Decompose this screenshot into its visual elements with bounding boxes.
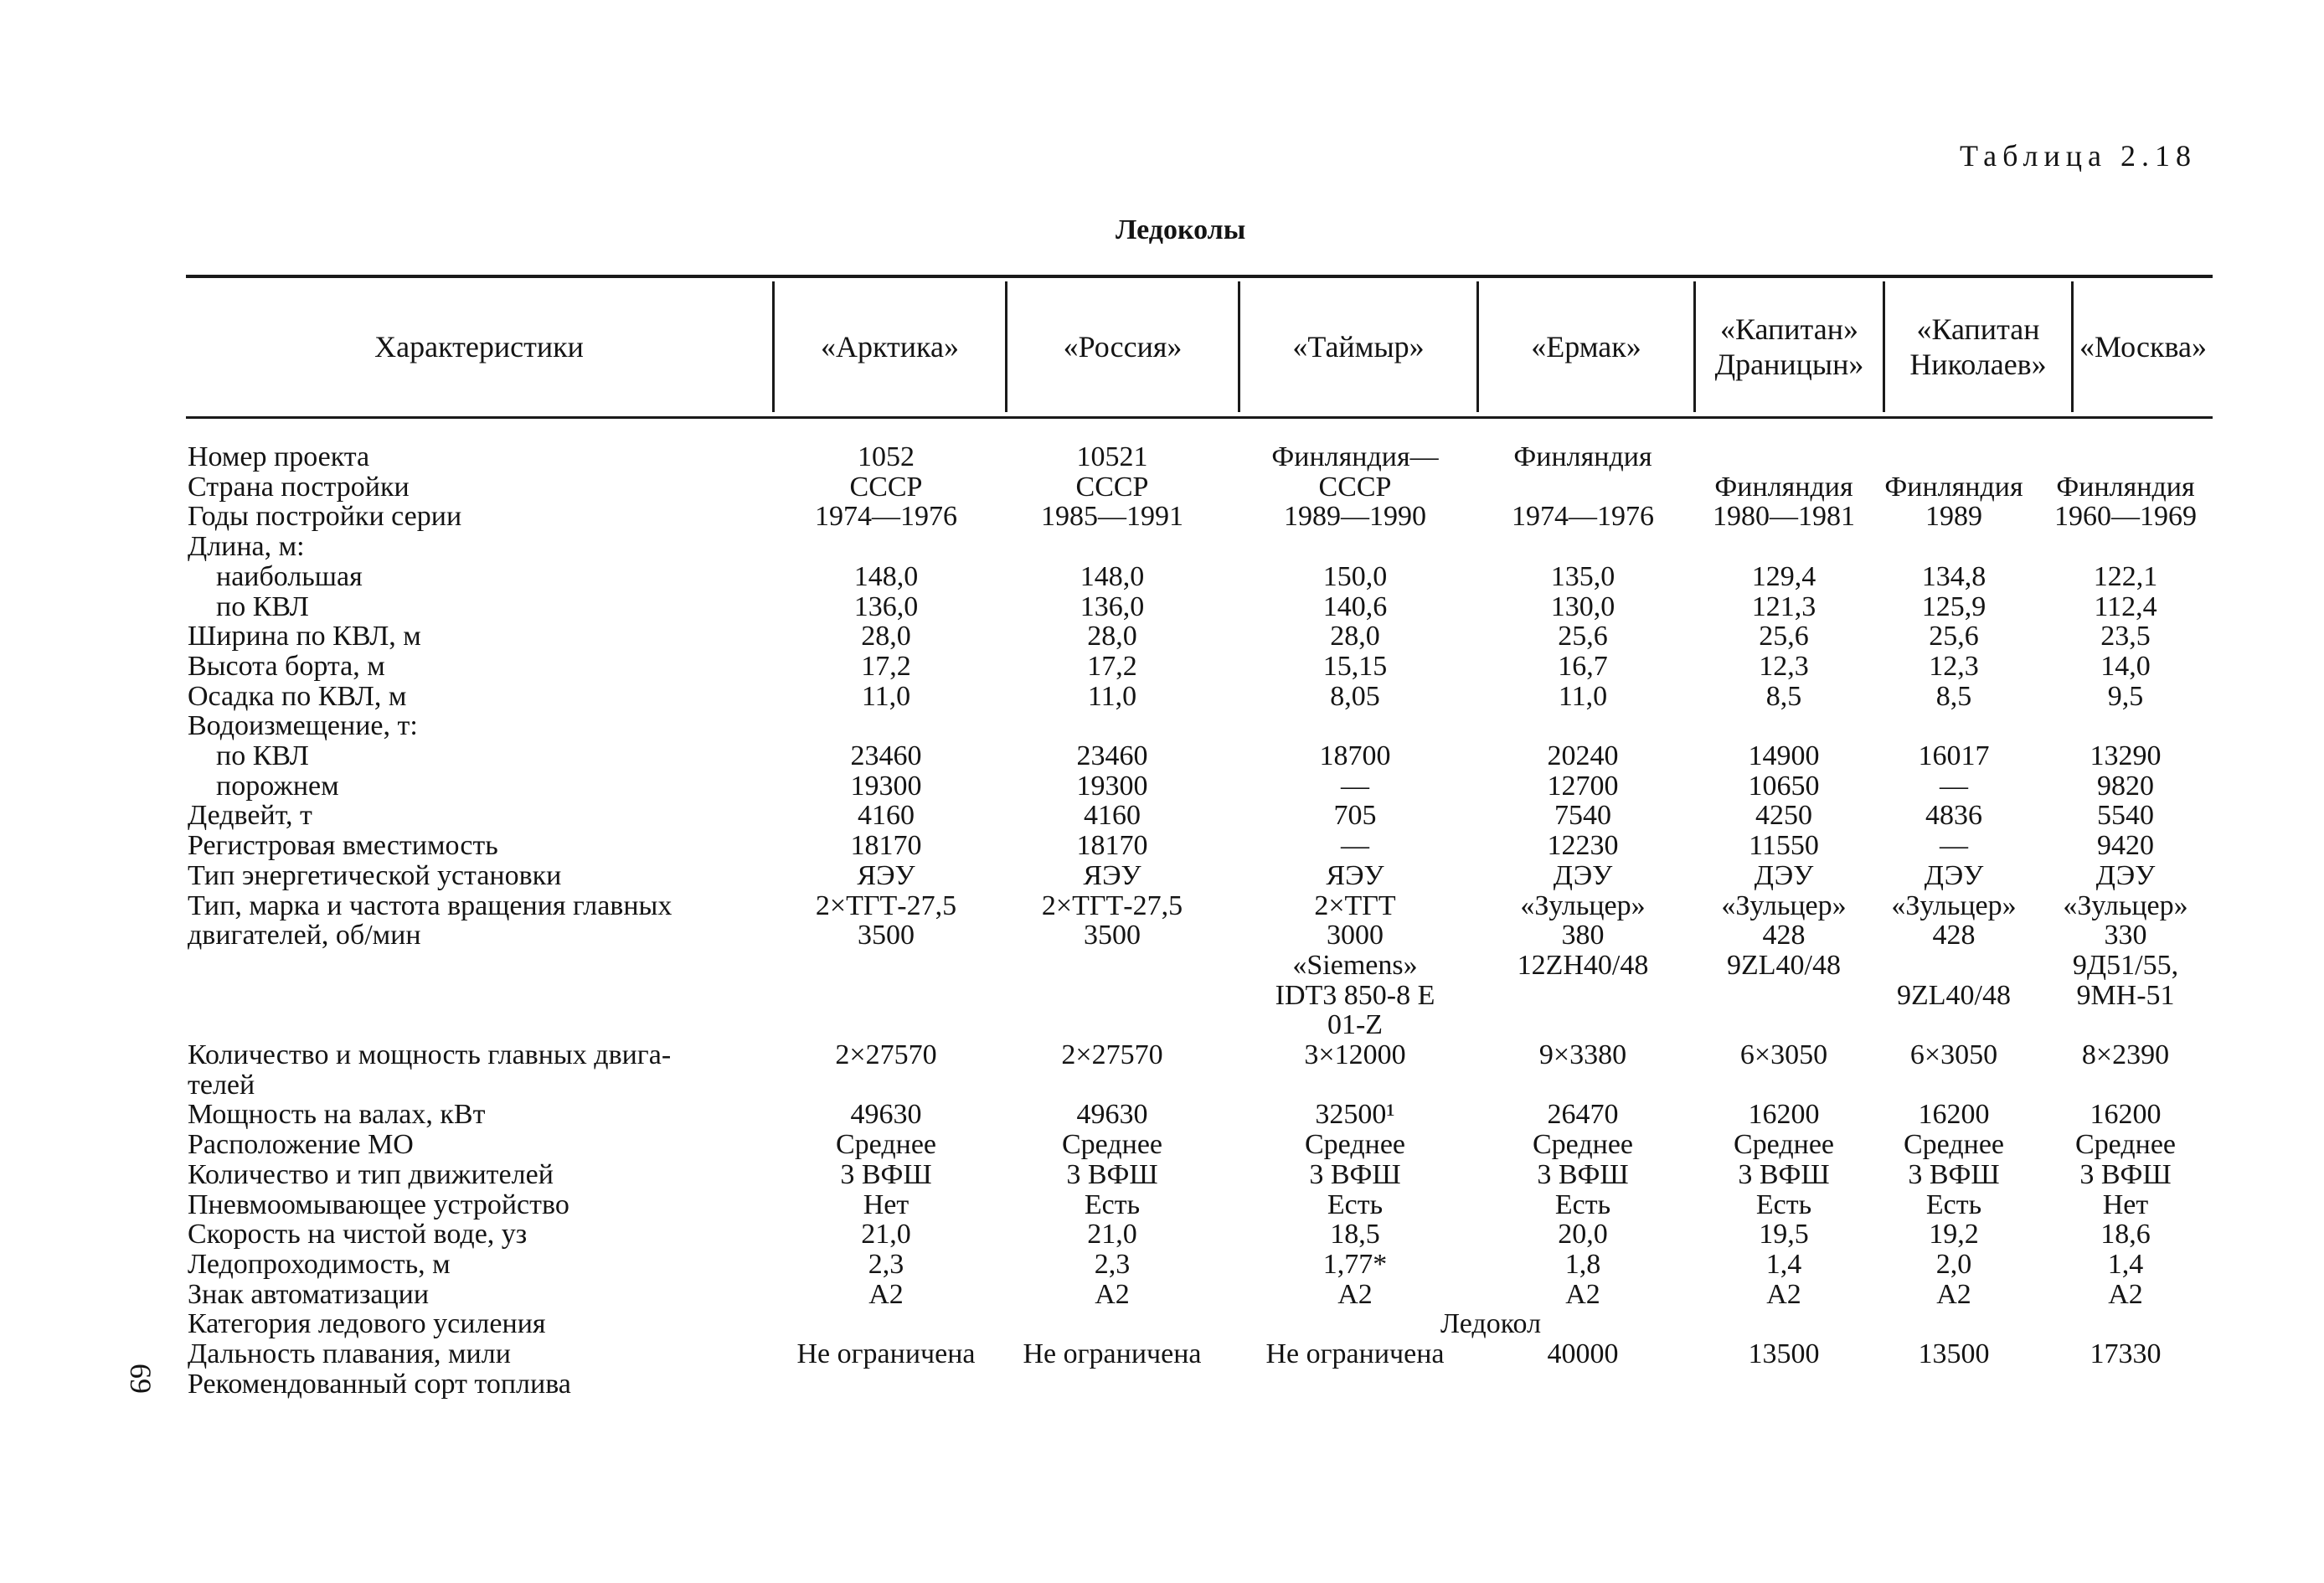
table-cell: 2×ТГТ-27,5 (1041, 889, 1183, 921)
table-cell: 16200 (2090, 1099, 2162, 1131)
row-label: Осадка по КВЛ, м (188, 680, 407, 712)
table-cell: ДЭУ (2095, 859, 2156, 891)
table-cell: 9ZL40/48 (1727, 949, 1841, 981)
row-label: Водоизмещение, т: (188, 710, 418, 742)
table-cell: 23460 (1076, 740, 1148, 771)
table-cell: 9Д51/55, (2072, 949, 2179, 981)
table-cell: Среднее (1734, 1129, 1834, 1161)
table-cell: 2×27570 (1061, 1039, 1163, 1070)
table-cell: 4250 (1755, 800, 1812, 832)
row-label: наибольшая (216, 560, 363, 592)
table-cell: А2 (1936, 1278, 1971, 1310)
row-label: Скорость на чистой воде, уз (188, 1219, 528, 1250)
table-cell: 20,0 (1558, 1219, 1608, 1250)
row-label: Количество и мощность главных двига- (188, 1039, 672, 1070)
table-cell: 10650 (1748, 770, 1820, 802)
table-row (0, 682, 2324, 712)
row-label: Дальность плавания, мили (188, 1338, 511, 1369)
table-cell: 8,5 (1935, 680, 1972, 712)
table-cell: А2 (1565, 1278, 1600, 1310)
table-cell: Среднее (836, 1129, 936, 1161)
column-header-ship-6: «Капитан Николаев» (1909, 312, 2047, 381)
table-cell: 14,0 (2100, 650, 2151, 682)
row-label: двигателей, об/мин (188, 920, 421, 951)
table-cell: Нет (2102, 1189, 2149, 1220)
table-row (0, 801, 2324, 831)
table-cell: 1960—1969 (2054, 501, 2197, 533)
table-cell: 21,0 (861, 1219, 911, 1250)
table-cell: 11550 (1749, 830, 1819, 862)
table-cell: 1,8 (1564, 1248, 1601, 1280)
table-cell: 11,0 (1558, 680, 1608, 712)
table-cell: Не ограничена (1023, 1338, 1202, 1369)
table-cell: 18170 (850, 830, 922, 862)
table-row (0, 1219, 2324, 1250)
table-cell: 20240 (1547, 740, 1619, 771)
table-cell: 140,6 (1322, 590, 1388, 622)
table-cell: 25,6 (1558, 621, 1608, 652)
table-cell: Есть (1084, 1189, 1141, 1220)
table-cell: Нет (863, 1189, 910, 1220)
table-cell: — (1341, 770, 1369, 802)
table-cell: Среднее (1904, 1129, 2004, 1161)
table-cell: 136,0 (1080, 590, 1145, 622)
table-cell: 2,3 (868, 1248, 904, 1280)
table-cell: 380 (1561, 920, 1605, 951)
table-cell: 3500 (858, 920, 915, 951)
table-cell: 2×ТГТ (1314, 889, 1396, 921)
table-row (0, 1010, 2324, 1040)
row-label: Ширина по КВЛ, м (188, 621, 421, 652)
table-cell: Есть (1327, 1189, 1384, 1220)
table-cell: Не ограничена (1265, 1338, 1445, 1369)
column-divider (2071, 281, 2074, 412)
table-cell: 3 ВФШ (840, 1158, 932, 1190)
table-cell: 16200 (1748, 1099, 1820, 1131)
table-title: Ледоколы (1116, 214, 1246, 245)
table-cell: 15,15 (1322, 650, 1388, 682)
column-divider (1693, 281, 1696, 412)
table-cell: 16017 (1918, 740, 1990, 771)
table-cell: 6×3050 (1739, 1039, 1828, 1070)
table-cell: 10521 (1076, 441, 1148, 472)
table-cell: — (1341, 830, 1369, 862)
table-row (0, 831, 2324, 861)
table-cell: 8,5 (1765, 680, 1802, 712)
table-cell: 13290 (2090, 740, 2162, 771)
table-cell: 25,6 (1929, 621, 1979, 652)
table-cell: 13500 (1748, 1338, 1820, 1369)
table-cell: 16200 (1918, 1099, 1990, 1131)
table-row (0, 771, 2324, 802)
table-row (0, 652, 2324, 682)
table-cell: 01-Z (1327, 1009, 1384, 1041)
table-row (0, 891, 2324, 921)
table-cell: 121,3 (1751, 590, 1816, 622)
table-cell: 2×27570 (835, 1039, 937, 1070)
column-divider (1238, 281, 1240, 412)
table-cell: 23460 (850, 740, 922, 771)
column-divider (1005, 281, 1007, 412)
table-cell: ДЭУ (1924, 859, 1984, 891)
table-cell: Финляндия— (1271, 441, 1439, 472)
table-cell: 18170 (1076, 830, 1148, 862)
table-cell: 9,5 (2107, 680, 2144, 712)
table-cell: 1980—1981 (1713, 501, 1855, 533)
table-cell: 130,0 (1550, 590, 1615, 622)
spanning-cell: Ледокол (1440, 1308, 1542, 1340)
table-row (0, 741, 2324, 771)
table-cell: 3 ВФШ (1738, 1158, 1830, 1190)
row-label: Длина, м: (188, 531, 305, 563)
table-cell: А2 (1095, 1278, 1130, 1310)
column-header-ship-4: «Ермак» (1531, 330, 1641, 364)
row-label: Номер проекта (188, 441, 370, 472)
table-cell: 49630 (850, 1099, 922, 1131)
table-row (0, 920, 2324, 951)
table-cell: 1985—1991 (1041, 501, 1183, 533)
table-cell: 17,2 (1087, 650, 1137, 682)
table-row (0, 1160, 2324, 1190)
table-cell: Не ограничена (796, 1338, 976, 1369)
table-cell: «Зульцер» (1891, 889, 2017, 921)
table-row (0, 1190, 2324, 1220)
table-cell: 5540 (2097, 800, 2154, 832)
table-cell: 3 ВФШ (1537, 1158, 1629, 1190)
table-cell: 134,8 (1921, 560, 1986, 592)
table-row (0, 1280, 2324, 1310)
table-cell: — (1940, 830, 1968, 862)
table-cell: 21,0 (1087, 1219, 1137, 1250)
table-row (0, 562, 2324, 592)
table-cell: 1,4 (1765, 1248, 1802, 1280)
table-cell: «Зульцер» (1520, 889, 1646, 921)
table-cell: ЯЭУ (857, 859, 915, 891)
table-row (0, 502, 2324, 532)
table-cell: 148,0 (1080, 560, 1145, 592)
table-cell: 129,4 (1751, 560, 1816, 592)
table-row (0, 532, 2324, 562)
table-cell: 14900 (1748, 740, 1820, 771)
table-cell: 8,05 (1330, 680, 1380, 712)
row-label: Страна постройки (188, 471, 410, 503)
table-cell: 12,3 (1929, 650, 1979, 682)
column-divider (1883, 281, 1885, 412)
table-cell: 428 (1762, 920, 1806, 951)
table-cell: 136,0 (853, 590, 919, 622)
table-cell: 32500¹ (1315, 1099, 1395, 1131)
table-cell: СССР (1318, 471, 1392, 503)
table-cell: «Зульцер» (1721, 889, 1847, 921)
page-number: 69 (124, 1364, 157, 1394)
table-cell: 9ZL40/48 (1897, 979, 2011, 1011)
table-cell: 3500 (1084, 920, 1141, 951)
table-cell: 28,0 (1087, 621, 1137, 652)
column-header-ship-2: «Россия» (1063, 330, 1183, 364)
row-label: Рекомендованный сорт топлива (188, 1368, 571, 1400)
table-cell: 19300 (1076, 770, 1148, 802)
table-cell: 122,1 (2093, 560, 2158, 592)
table-cell: 1989—1990 (1284, 501, 1426, 533)
table-row (0, 951, 2324, 981)
table-cell: 17,2 (861, 650, 911, 682)
table-cell: 8×2390 (2081, 1039, 2170, 1070)
row-label: порожнем (216, 770, 339, 802)
table-cell: 11,0 (1087, 680, 1137, 712)
table-top-rule (186, 275, 2213, 278)
table-row (0, 1309, 2324, 1339)
table-row (0, 1040, 2324, 1070)
column-divider (1476, 281, 1479, 412)
table-cell: 9MH-51 (2076, 979, 2175, 1011)
table-cell: Есть (1554, 1189, 1611, 1220)
table-cell: Финляндия (1884, 471, 2023, 503)
table-cell: 2×ТГТ-27,5 (815, 889, 957, 921)
table-cell: 1,4 (2107, 1248, 2144, 1280)
table-row (0, 472, 2324, 503)
table-row (0, 1130, 2324, 1160)
table-cell: 135,0 (1550, 560, 1615, 592)
row-label: Регистровая вместимость (188, 830, 498, 862)
table-cell: 1974—1976 (1512, 501, 1654, 533)
table-cell: 49630 (1076, 1099, 1148, 1131)
column-header-characteristics: Характеристики (374, 330, 584, 364)
column-divider (772, 281, 775, 412)
table-cell: 1974—1976 (815, 501, 957, 533)
table-cell: 9×3380 (1538, 1039, 1627, 1070)
row-label: Знак автоматизации (188, 1278, 430, 1310)
table-cell: Среднее (1533, 1129, 1633, 1161)
row-label: Дедвейт, т (188, 800, 312, 832)
table-cell: 12700 (1547, 770, 1619, 802)
table-row (0, 861, 2324, 891)
table-cell: 2,0 (1935, 1248, 1972, 1280)
row-label: Мощность на валах, кВт (188, 1099, 486, 1131)
table-cell: Есть (1925, 1189, 1982, 1220)
table-cell: 705 (1333, 800, 1377, 832)
table-row (0, 592, 2324, 622)
table-row (0, 621, 2324, 652)
table-cell: 13500 (1918, 1338, 1990, 1369)
table-cell: 3000 (1327, 920, 1384, 951)
column-header-ship-1: «Арктика» (821, 330, 959, 364)
table-cell: 17330 (2090, 1338, 2162, 1369)
table-cell: 3 ВФШ (1908, 1158, 2000, 1190)
row-label: Тип энергетической установки (188, 859, 562, 891)
table-cell: 28,0 (1330, 621, 1380, 652)
table-cell: А2 (1337, 1278, 1373, 1310)
table-cell: 26470 (1547, 1099, 1619, 1131)
table-cell: 12ZH40/48 (1517, 949, 1649, 981)
table-cell: 2,3 (1094, 1248, 1131, 1280)
table-cell: — (1940, 770, 1968, 802)
table-cell: Финляндия (1714, 471, 1853, 503)
table-cell: 4836 (1925, 800, 1982, 832)
table-cell: 19,2 (1929, 1219, 1979, 1250)
row-label: телей (188, 1069, 255, 1101)
table-cell: 1,77* (1322, 1248, 1388, 1280)
table-cell: ЯЭУ (1083, 859, 1141, 891)
table-cell: 19,5 (1759, 1219, 1809, 1250)
table-cell: 25,6 (1759, 621, 1809, 652)
table-cell: 428 (1932, 920, 1976, 951)
table-cell: 40000 (1547, 1338, 1619, 1369)
table-cell: 9420 (2097, 830, 2154, 862)
table-cell: 19300 (850, 770, 922, 802)
table-cell: 148,0 (853, 560, 919, 592)
table-cell: А2 (1766, 1278, 1801, 1310)
table-row (0, 1369, 2324, 1400)
table-cell: «Зульцер» (2063, 889, 2188, 921)
table-cell: ДЭУ (1754, 859, 1814, 891)
table-cell: 112,4 (2094, 590, 2157, 622)
table-cell: 3×12000 (1304, 1039, 1406, 1070)
table-cell: Среднее (1062, 1129, 1162, 1161)
table-cell: 3 ВФШ (1309, 1158, 1401, 1190)
table-cell: 6×3050 (1909, 1039, 1998, 1070)
table-cell: 330 (2104, 920, 2147, 951)
table-cell: 3 ВФШ (2079, 1158, 2172, 1190)
table-cell: СССР (849, 471, 923, 503)
table-cell: А2 (868, 1278, 904, 1310)
row-label: Категория ледового усиления (188, 1308, 546, 1340)
table-cell: ЯЭУ (1326, 859, 1384, 891)
table-cell: Среднее (1305, 1129, 1405, 1161)
table-cell: «Siemens» (1292, 949, 1418, 981)
table-row (0, 442, 2324, 472)
table-cell: 12230 (1547, 830, 1619, 862)
table-cell: 1052 (858, 441, 915, 472)
table-cell: 18,6 (2100, 1219, 2151, 1250)
row-label: Количество и тип движителей (188, 1158, 554, 1190)
table-cell: Финляндия (1513, 441, 1652, 472)
table-cell: Есть (1755, 1189, 1812, 1220)
table-cell: 12,3 (1759, 650, 1809, 682)
table-cell: 18,5 (1330, 1219, 1380, 1250)
table-row (0, 1250, 2324, 1280)
table-cell: 125,9 (1921, 590, 1986, 622)
table-row (0, 1339, 2324, 1369)
column-header-ship-7: «Москва» (2079, 330, 2207, 364)
table-cell: 18700 (1319, 740, 1391, 771)
table-cell: 4160 (858, 800, 915, 832)
table-number-label: Таблица 2.18 (1960, 139, 2197, 173)
table-cell: Среднее (2075, 1129, 2176, 1161)
table-cell: ДЭУ (1553, 859, 1613, 891)
table-cell: 4160 (1084, 800, 1141, 832)
table-cell: 150,0 (1322, 560, 1388, 592)
row-label: Высота борта, м (188, 650, 385, 682)
row-label: по КВЛ (216, 740, 309, 771)
row-label: по КВЛ (216, 590, 309, 622)
table-row (0, 981, 2324, 1011)
table-cell: IDT3 850-8 E (1275, 979, 1435, 1011)
table-cell: 16,7 (1558, 650, 1608, 682)
row-label: Пневмоомывающее устройство (188, 1189, 569, 1220)
row-label: Годы постройки серии (188, 501, 462, 533)
table-cell: 9820 (2097, 770, 2154, 802)
table-cell: 7540 (1554, 800, 1611, 832)
row-label: Расположение МО (188, 1129, 414, 1161)
table-cell: 23,5 (2100, 621, 2151, 652)
table-header-rule (186, 416, 2213, 419)
table-cell: СССР (1075, 471, 1149, 503)
table-cell: 28,0 (861, 621, 911, 652)
table-cell: Финляндия (2056, 471, 2195, 503)
row-label: Тип, марка и частота вращения главных (188, 889, 672, 921)
table-row (0, 711, 2324, 741)
table-row (0, 1100, 2324, 1130)
column-header-ship-3: «Таймыр» (1292, 330, 1425, 364)
table-cell: 3 ВФШ (1066, 1158, 1158, 1190)
table-row (0, 1070, 2324, 1101)
row-label: Ледопроходимость, м (188, 1248, 451, 1280)
table-cell: 1989 (1925, 501, 1982, 533)
table-cell: 11,0 (861, 680, 911, 712)
table-cell: А2 (2108, 1278, 2143, 1310)
column-header-ship-5: «Капитан» Драницын» (1714, 312, 1864, 381)
